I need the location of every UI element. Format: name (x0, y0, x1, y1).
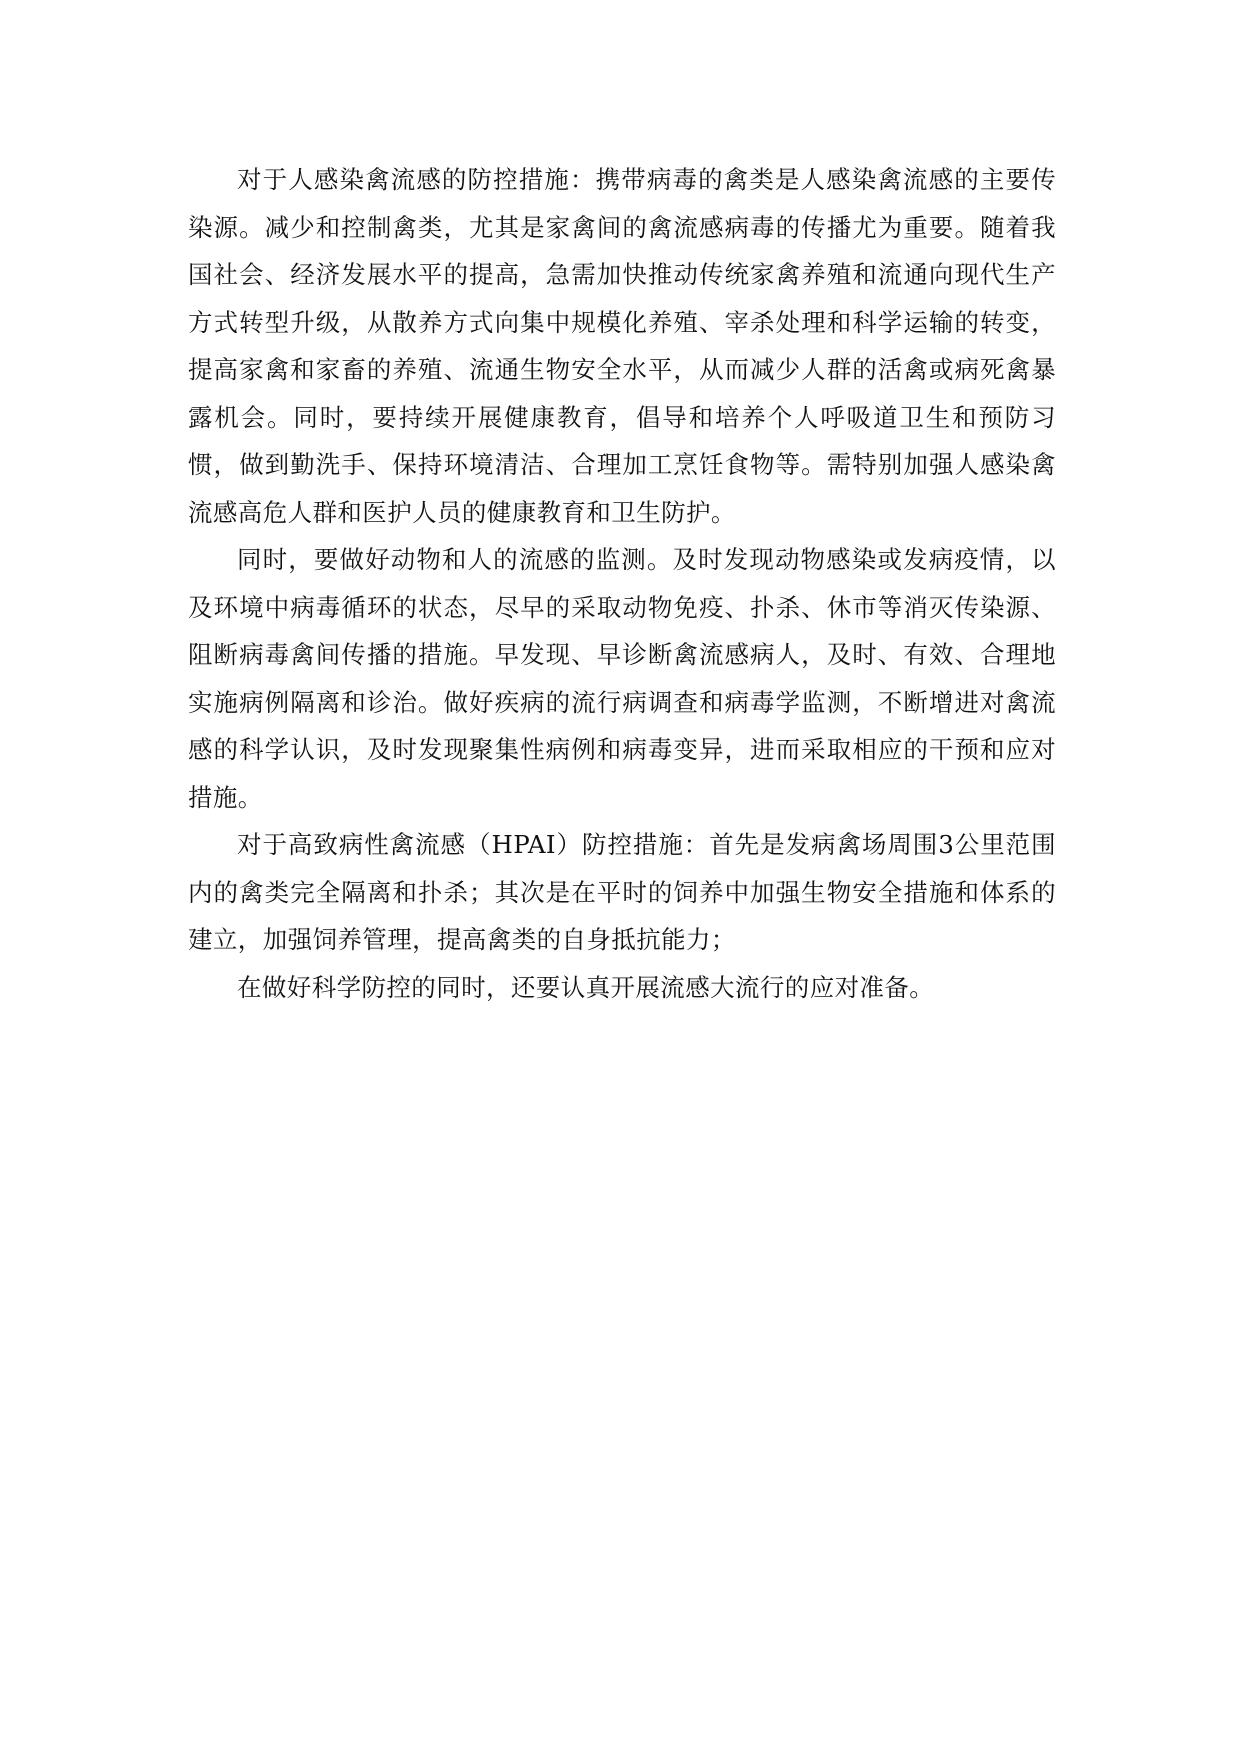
paragraph-1: 对于人感染禽流感的防控措施：携带病毒的禽类是人感染禽流感的主要传染源。减少和控制禽类，尤其是家禽间的禽流感病毒的传播尤为重要。随着我国社会、经济发展水平的提高，急需加快推动传统家禽养殖和流通向现代生产方式转型升级，从散养方式向集中规模化养殖、宰杀处理和科学运输的转变，提高家禽和家畜的养殖、流通生物安全水平，从而减少人群的活禽或病死禽暴露机会。同时，要持续开展健康教育，倡导和培养个人呼吸道卫生和预防习惯，做到勤洗手、保持环境清洁、合理加工烹饪食物等。需特别加强人感染禽流感高危人群和医护人员的健康教育和卫生防护。 (188, 165, 1056, 527)
document-body (188, 156, 1056, 1011)
paragraph-2: 同时，要做好动物和人的流感的监测。及时发现动物感染或发病疫情，以及环境中病毒循环的状态，尽早的采取动物免疫、扑杀、休市等消灭传染源、阻断病毒禽间传播的措施。早发现、早诊断禽流感病人，及时、有效、合理地实施病例隔离和诊治。做好疾病的流行病调查和病毒学监测，不断增进对禽流感的科学认识，及时发现聚集性病例和病毒变异，进而采取相应的干预和应对措施。 (188, 545, 1056, 812)
paragraph-3: 对于高致病性禽流感（HPAI）防控措施：首先是发病禽场周围3公里范围内的禽类完全隔离和扑杀；其次是在平时的饲养中加强生物安全措施和体系的建立，加强饲养管理，提高禽类的自身抵抗能力； (188, 830, 1056, 954)
paragraph-4: 在做好科学防控的同时，还要认真开展流感大流行的应对准备。 (237, 972, 935, 1002)
